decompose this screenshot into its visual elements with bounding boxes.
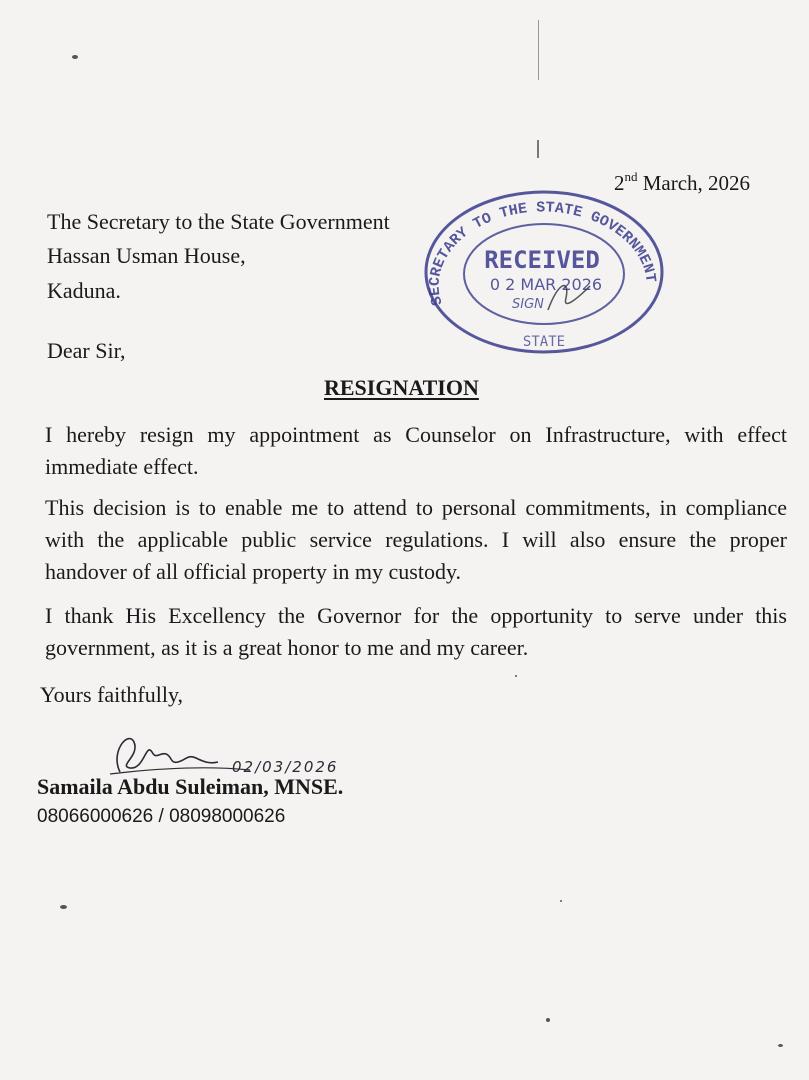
stamp-ring-text: SECRETARY TO THE STATE GOVERNMENT — [426, 199, 659, 308]
signatory-name: Samaila Abdu Suleiman, MNSE. — [37, 774, 344, 799]
recipient-line-2: Hassan Usman House, — [47, 243, 246, 268]
date-suffix: nd — [624, 169, 638, 184]
recipient-line-3: Kaduna. — [47, 278, 121, 303]
body-paragraph: I thank His Excellency the Governor for the opportunity to serve under this government, as it is a great honor to me and my career. — [45, 603, 787, 660]
stamp-bottom-text: STATE — [522, 334, 566, 350]
body-paragraph: This decision is to enable me to attend to personal commitments, in compliance with the applicable public service regulations. I will also ensure the proper handover of all official property in my custody. — [45, 495, 787, 584]
signature-date: 02/03/2026 — [232, 758, 339, 776]
received-stamp — [420, 186, 668, 354]
phone-numbers: 08066000626 / 08098000626 — [37, 806, 286, 827]
scan-speck — [538, 20, 539, 80]
recipient-line-1: The Secretary to the State Government — [47, 209, 390, 234]
scan-speck — [778, 1044, 783, 1047]
date-rest: March, 2026 — [642, 171, 751, 195]
signature-strokes — [117, 739, 218, 772]
body-paragraph: I hereby resign my appointment as Counselor on Infrastructure, with effect immediate effect. — [45, 422, 787, 479]
closing: Yours faithfully, — [40, 682, 184, 707]
scan-speck — [560, 900, 562, 902]
scan-speck — [60, 905, 67, 909]
scan-speck — [546, 1018, 550, 1022]
scan-speck — [515, 675, 517, 677]
stamp-received: RECEIVED — [484, 246, 600, 274]
stamp-sign: SIGN — [512, 297, 544, 312]
stamp-date: 0 2 MAR 2026 — [489, 275, 603, 294]
date-day: 2 — [614, 171, 625, 195]
scan-speck — [537, 140, 539, 158]
salutation: Dear Sir, — [47, 338, 126, 363]
scan-speck — [72, 55, 78, 59]
subject-heading: RESIGNATION — [324, 375, 479, 400]
stamp-inner-ring — [464, 224, 624, 324]
